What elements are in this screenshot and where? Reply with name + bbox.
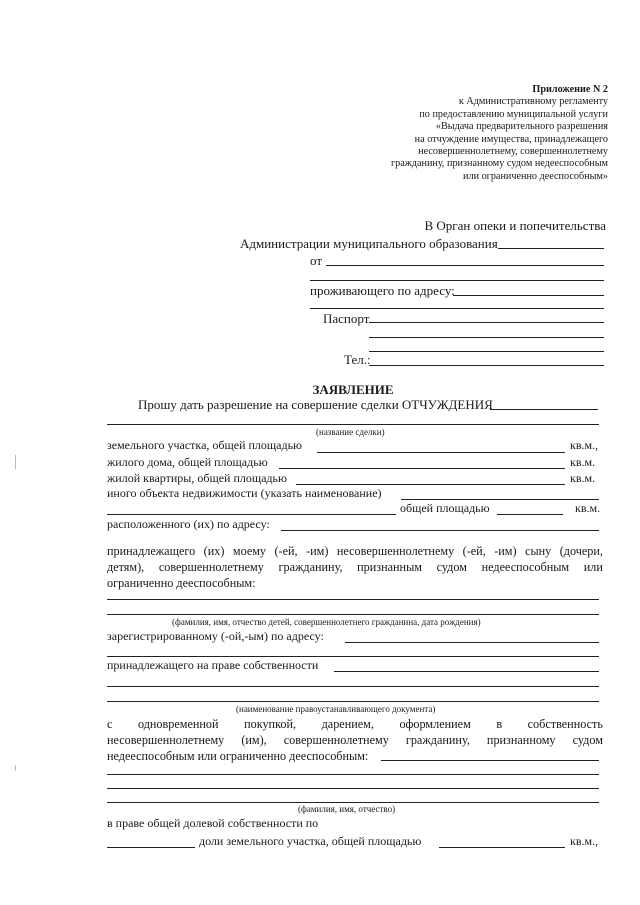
header-line: «Выдача предварительного разрешения — [435, 121, 608, 133]
from-label: от — [310, 253, 323, 268]
word: признанным — [357, 560, 422, 574]
other-property-name-field-2[interactable] — [107, 514, 396, 515]
word: моему — [232, 544, 267, 558]
word: собственность — [527, 717, 603, 731]
belonging-line-1 — [107, 543, 603, 559]
children-field-2[interactable] — [107, 614, 599, 615]
location-label: расположенного (их) по адресу: — [107, 517, 270, 531]
word: несовершеннолетнему — [336, 544, 455, 558]
ownership-document-field-2[interactable] — [107, 686, 599, 687]
deal-name-field[interactable] — [490, 409, 598, 410]
shared-ownership-label: в праве общей долевой собственности по — [107, 816, 319, 830]
passport-field-3[interactable] — [369, 351, 604, 352]
other-property-area-field[interactable] — [497, 514, 563, 515]
total-area-label: общей площадью — [400, 501, 490, 515]
registered-address-field[interactable] — [345, 642, 599, 643]
ownership-document-field[interactable] — [334, 671, 599, 672]
belonging-line-3: ограниченно дееспособным: — [107, 576, 256, 590]
address-label: проживающего по адресу: — [310, 283, 455, 298]
word: признанному — [486, 733, 556, 747]
other-property-name-field[interactable] — [401, 499, 599, 500]
municipality-field[interactable] — [498, 248, 604, 249]
word: гражданину, — [278, 560, 343, 574]
word: совершеннолетнему — [158, 560, 264, 574]
unit-sqm: кв.м., — [570, 438, 599, 452]
ownership-label: принадлежащего на праве собственности — [107, 658, 319, 672]
word: (-ей, — [274, 544, 298, 558]
passport-field-2[interactable] — [369, 337, 604, 338]
ownership-document-field-3[interactable] — [107, 701, 599, 702]
document-caption: (наименование правоустанавливающего документа) — [236, 704, 436, 714]
share-land-label: доли земельного участка, общей площадью — [199, 834, 422, 848]
recipient-field-4[interactable] — [107, 802, 599, 803]
unit-sqm: кв.м. — [570, 471, 596, 485]
recipient-field[interactable] — [381, 760, 599, 761]
flat-area-field[interactable] — [296, 484, 565, 485]
simultaneous-line-2 — [107, 732, 603, 748]
registered-address-field-2[interactable] — [107, 656, 599, 657]
registered-label: зарегистрированному (-ой,-ым) по адресу: — [107, 629, 324, 643]
unit-sqm: кв.м., — [570, 834, 599, 848]
house-label: жилого дома, общей площадью — [107, 455, 268, 469]
word: с — [107, 717, 113, 731]
deal-name-caption: (название сделки) — [316, 427, 385, 437]
word: совершеннолетнему — [283, 733, 389, 747]
word: одновременной — [137, 717, 219, 731]
house-area-field[interactable] — [279, 468, 565, 469]
header-line: на отчуждение имущества, принадлежащего — [414, 133, 608, 145]
address-field-2[interactable] — [310, 308, 604, 309]
deal-name-field-2[interactable] — [107, 424, 599, 425]
appendix-header — [391, 84, 608, 183]
phone-label: Тел.: — [344, 352, 371, 367]
other-property-label: иного объекта недвижимости (указать наименование) — [107, 486, 382, 500]
recipient-field-2[interactable] — [107, 774, 599, 775]
word: оформлением — [399, 717, 471, 731]
passport-label: Паспорт — [323, 311, 370, 326]
word: детям), — [107, 560, 145, 574]
word: (дочери, — [559, 544, 603, 558]
word: -им) — [306, 544, 329, 558]
word: принадлежащего — [107, 544, 196, 558]
share-land-area-field[interactable] — [439, 847, 565, 848]
passport-field[interactable] — [369, 322, 604, 323]
appendix-number: Приложение N 2 — [532, 84, 608, 95]
children-field[interactable] — [107, 599, 599, 600]
header-line: несовершеннолетнему, совершеннолетнему — [418, 146, 608, 158]
word: дарением, — [321, 717, 374, 731]
belonging-line-2 — [107, 559, 603, 575]
phone-field[interactable] — [369, 365, 604, 366]
children-caption: (фамилия, имя, отчество детей, совершеннолетнего гражданина, дата рождения) — [172, 617, 481, 627]
word: недееспособным — [481, 560, 570, 574]
word: несовершеннолетнему — [107, 733, 225, 747]
location-field[interactable] — [281, 530, 599, 531]
address-field[interactable] — [453, 295, 604, 296]
recipient-field-3[interactable] — [107, 788, 599, 789]
word: (им), — [241, 733, 267, 747]
word: судом — [572, 733, 603, 747]
word: покупкой, — [244, 717, 297, 731]
unit-sqm: кв.м. — [570, 455, 596, 469]
applicant-name-field[interactable] — [326, 265, 604, 266]
belonging-paragraph — [107, 543, 603, 591]
flat-label: жилой квартиры, общей площадью — [107, 471, 287, 485]
share-fraction-field[interactable] — [107, 847, 195, 848]
header-line: к Административному регламенту — [458, 96, 608, 108]
header-line: гражданину, признанному судом недееспособным — [390, 158, 608, 170]
request-text: Прошу дать разрешение на совершение сделки ОТЧУЖДЕНИЯ — [138, 397, 493, 412]
land-plot-area-field[interactable] — [317, 452, 565, 453]
header-line: по предоставлению муниципальной услуги — [419, 108, 608, 120]
word: сыну — [525, 544, 552, 558]
word: или — [583, 560, 603, 574]
word: судом — [436, 560, 467, 574]
unit-sqm: кв.м. — [575, 501, 601, 515]
document-title: ЗАЯВЛЕНИЕ — [312, 382, 394, 397]
applicant-name-field-2[interactable] — [310, 280, 604, 281]
word: (-ей, — [462, 544, 486, 558]
word: -им) — [494, 544, 517, 558]
scan-edge-mark — [15, 765, 16, 771]
scan-edge-mark — [15, 455, 16, 469]
fio-caption: (фамилия, имя, отчество) — [298, 804, 396, 814]
word: в — [496, 717, 503, 731]
simultaneous-line-1 — [107, 716, 603, 732]
addressee-line-1: В Орган опеки и попечительства — [424, 218, 606, 233]
addressee-line-2: Администрации муниципального образования — [240, 236, 498, 251]
simultaneous-paragraph — [107, 716, 603, 764]
simultaneous-line-3: недееспособным или ограниченно дееспособным: — [107, 749, 369, 763]
land-plot-label: земельного участка, общей площадью — [107, 438, 303, 452]
word: (их) — [203, 544, 225, 558]
header-line: или ограниченно дееспособным» — [463, 170, 608, 182]
word: гражданину, — [405, 733, 470, 747]
